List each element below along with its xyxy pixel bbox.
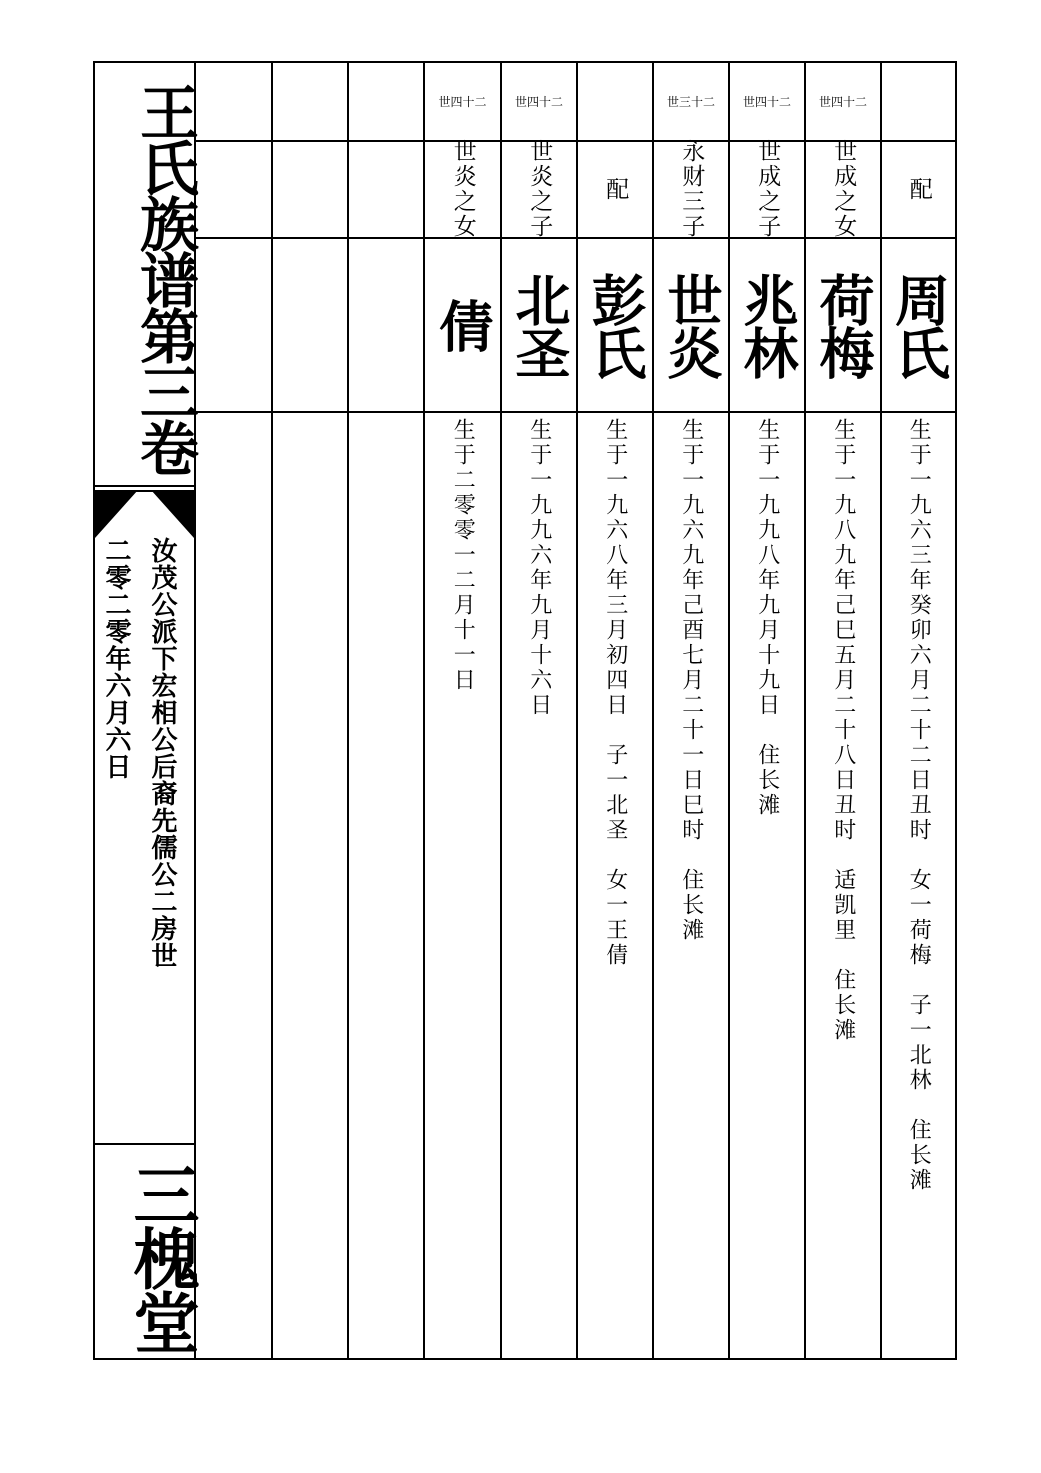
fishtail-mark-icon — [95, 490, 194, 538]
name-cell — [196, 238, 271, 411]
bio-cell: 生于一九六八年三月初四日 子一北圣 女一王倩 — [602, 418, 628, 968]
entry-column-zhaolin — [730, 63, 806, 1358]
bio-cell: 生于一九八九年己巳五月二十八日丑时 适凯里 住长滩 — [830, 418, 856, 1043]
genealogy-page-frame — [93, 61, 957, 1360]
compile-date: 二零二零年六月六日 — [101, 537, 131, 780]
entry-column-pengshi — [578, 63, 654, 1358]
name-cell: 世炎 — [658, 271, 724, 378]
bio-cell: 生于一九六九年己酉七月二十一日巳时 住长滩 — [678, 418, 704, 943]
name-cell: 兆林 — [734, 271, 800, 378]
name-cell: 倩 — [430, 298, 495, 351]
generation-cell: 二十三世 — [666, 95, 715, 109]
title-column — [95, 63, 200, 1358]
relation-cell: 永财三子 — [678, 139, 705, 239]
entry-column — [196, 63, 273, 1358]
genealogy-grid — [196, 63, 955, 1358]
generation-cell: 二十四世 — [514, 95, 563, 109]
bio-cell — [196, 412, 271, 1352]
bio-cell: 生于二零零一二月十一日 — [450, 418, 476, 693]
relation-cell: 世成之子 — [754, 139, 781, 239]
generation-cell — [578, 63, 652, 140]
generation-cell — [273, 63, 347, 140]
generation-cell — [349, 63, 423, 140]
bio-cell — [349, 412, 423, 1352]
generation-cell: 二十四世 — [742, 95, 791, 109]
entry-column — [349, 63, 425, 1358]
entry-column-shiyan — [654, 63, 730, 1358]
title-divider-top — [95, 485, 194, 487]
generation-cell — [196, 63, 271, 140]
bio-cell — [273, 412, 347, 1352]
name-cell — [273, 238, 347, 411]
lineage-subtitle: 汝茂公派下宏相公后裔先儒公二房世 — [147, 537, 177, 969]
relation-cell — [196, 141, 271, 237]
hall-name: 三槐堂 — [122, 1160, 200, 1353]
entry-column-zhoushi — [882, 63, 955, 1358]
entry-column — [273, 63, 349, 1358]
name-cell: 荷梅 — [810, 271, 876, 378]
entry-column-hemei — [806, 63, 882, 1358]
relation-cell — [349, 141, 423, 237]
bio-cell: 生于一九六三年癸卯六月二十二日丑时 女一荷梅 子一北林 住长滩 — [906, 418, 932, 1193]
name-cell: 周氏 — [886, 271, 951, 378]
generation-cell: 二十四世 — [438, 95, 487, 109]
relation-cell: 世成之女 — [830, 139, 857, 239]
generation-cell: 二十四世 — [818, 95, 867, 109]
relation-cell: 世炎之女 — [449, 139, 476, 239]
name-cell — [349, 238, 423, 411]
entry-column-beisheng — [502, 63, 578, 1358]
relation-cell — [273, 141, 347, 237]
entry-column-qian — [425, 63, 502, 1358]
relation-cell: 配 — [905, 176, 932, 202]
name-cell: 彭氏 — [582, 271, 648, 378]
relation-cell: 世炎之子 — [526, 139, 553, 239]
relation-cell: 配 — [602, 176, 629, 202]
bio-cell: 生于一九九六年九月十六日 — [526, 418, 552, 718]
generation-cell — [882, 63, 955, 140]
bio-cell: 生于一九九八年九月十九日 住长滩 — [754, 418, 780, 818]
book-title: 王氏族谱第三卷 — [130, 82, 199, 474]
name-cell: 北圣 — [506, 271, 572, 378]
